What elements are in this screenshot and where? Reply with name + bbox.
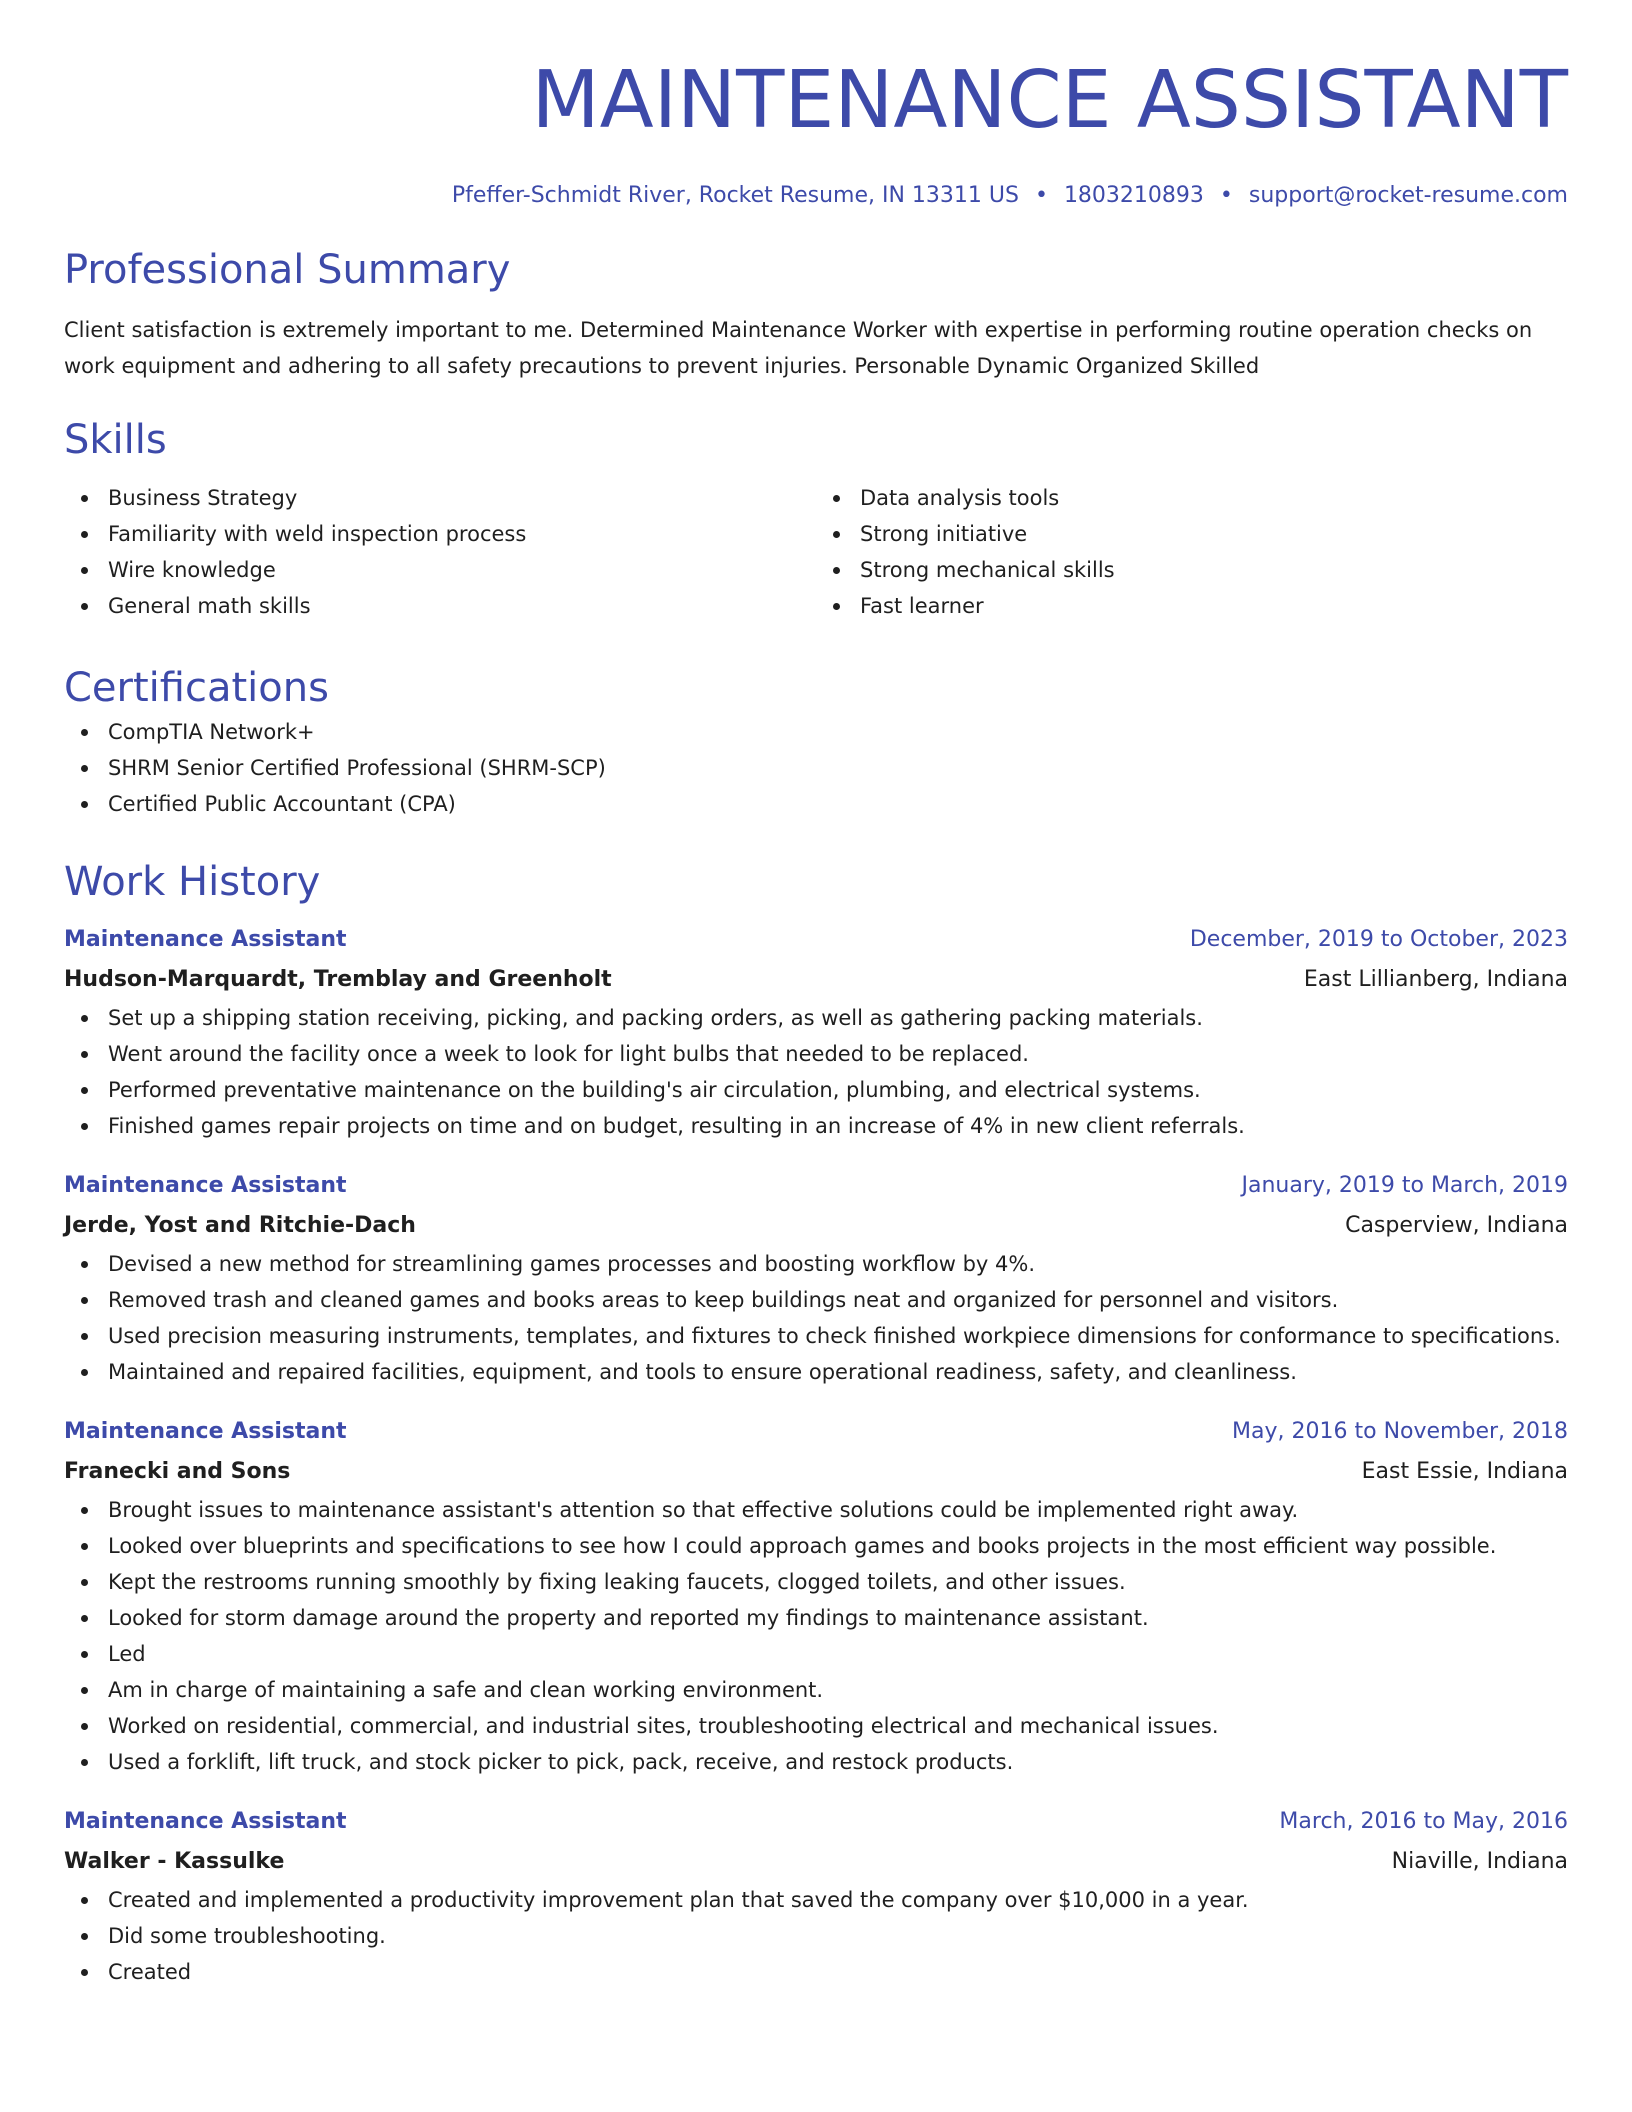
job-location: East Essie, Indiana [1361, 1459, 1568, 1484]
job-bullets [64, 1246, 1568, 1390]
job-bullet: Did some troubleshooting. [108, 1918, 1568, 1954]
job-bullet: Finished games repair projects on time and on budget, resulting in an increase of 4% in new client referrals. [108, 1108, 1568, 1144]
job-company: Franecki and Sons [64, 1459, 291, 1484]
job-bullet: Maintained and repaired facilities, equipment, and tools to ensure operational readiness, safety, and cleanliness. [108, 1354, 1568, 1390]
certifications-list [64, 714, 1568, 822]
job-dates: March, 2016 to May, 2016 [1279, 1809, 1568, 1834]
job-location: East Lillianberg, Indiana [1303, 967, 1568, 992]
job-bullet: Created [108, 1954, 1568, 1990]
summary-heading: Professional Summary [64, 247, 511, 293]
job-bullet: Am in charge of maintaining a safe and clean working environment. [108, 1672, 1568, 1708]
skills-column-left [64, 480, 816, 624]
contact-separator: • [1034, 183, 1048, 208]
skill-item: Fast learner [860, 588, 1568, 624]
contact-phone: 1803210893 [1063, 183, 1204, 208]
job-bullet: Kept the restrooms running smoothly by fixing leaking faucets, clogged toilets, and other issues. [108, 1564, 1568, 1600]
skill-item: Business Strategy [108, 480, 816, 516]
job-entry [64, 920, 1568, 1144]
job-bullet: Worked on residential, commercial, and industrial sites, troubleshooting electrical and mechanical issues. [108, 1708, 1568, 1744]
work-history-heading: Work History [64, 859, 321, 905]
job-bullet: Created and implemented a productivity improvement plan that saved the company over $10,000 in a year. [108, 1882, 1568, 1918]
job-bullets [64, 1492, 1568, 1780]
job-title: Maintenance Assistant [64, 1419, 347, 1444]
skill-item: Strong initiative [860, 516, 1568, 552]
job-entry [64, 1412, 1568, 1780]
skill-item: Wire knowledge [108, 552, 816, 588]
job-bullet: Looked for storm damage around the property and reported my findings to maintenance assistant. [108, 1600, 1568, 1636]
job-company: Hudson-Marquardt, Tremblay and Greenholt [64, 967, 612, 992]
certifications-heading: Certifications [64, 665, 329, 711]
contact-separator: • [1219, 183, 1233, 208]
job-title: Maintenance Assistant [64, 1173, 347, 1198]
job-bullet: Used a forklift, lift truck, and stock picker to pick, pack, receive, and restock products. [108, 1744, 1568, 1780]
job-location: Niaville, Indiana [1391, 1849, 1568, 1874]
job-bullet: Removed trash and cleaned games and books areas to keep buildings neat and organized for personnel and visitors. [108, 1282, 1568, 1318]
job-entry [64, 1166, 1568, 1390]
job-bullet: Brought issues to maintenance assistant's attention so that effective solutions could be implemented right away. [108, 1492, 1568, 1528]
job-company: Jerde, Yost and Ritchie-Dach [64, 1213, 416, 1238]
job-bullets [64, 1000, 1568, 1144]
skills-column-right [816, 480, 1568, 624]
resume-name: MAINTENANCE ASSISTANT [531, 54, 1568, 146]
job-bullets [64, 1882, 1568, 1990]
job-bullet: Used precision measuring instruments, templates, and fixtures to check finished workpiece dimensions for conformance to specifications. [108, 1318, 1568, 1354]
contact-email: support@rocket-resume.com [1248, 183, 1568, 208]
certification-item: SHRM Senior Certified Professional (SHRM-SCP) [108, 750, 1568, 786]
contact-address: Pfeffer-Schmidt River, Rocket Resume, IN 13311 US [451, 183, 1019, 208]
job-bullet: Went around the facility once a week to look for light bulbs that needed to be replaced. [108, 1036, 1568, 1072]
job-bullet: Devised a new method for streamlining games processes and boosting workflow by 4%. [108, 1246, 1568, 1282]
job-dates: December, 2019 to October, 2023 [1189, 927, 1568, 952]
skill-item: Familiarity with weld inspection process [108, 516, 816, 552]
job-bullet: Performed preventative maintenance on the building's air circulation, plumbing, and electrical systems. [108, 1072, 1568, 1108]
job-title: Maintenance Assistant [64, 1809, 347, 1834]
contact-line [64, 180, 1568, 212]
resume-page [64, 0, 1568, 1990]
certification-item: Certified Public Accountant (CPA) [108, 786, 1568, 822]
skills-list [64, 480, 1568, 624]
job-location: Casperview, Indiana [1345, 1213, 1568, 1238]
job-title: Maintenance Assistant [64, 927, 347, 952]
job-bullet: Led [108, 1636, 1568, 1672]
job-company: Walker - Kassulke [64, 1849, 285, 1874]
job-dates: May, 2016 to November, 2018 [1232, 1419, 1568, 1444]
job-entry [64, 1802, 1568, 1990]
job-bullet: Looked over blueprints and specifications to see how I could approach games and books projects in the most efficient way possible. [108, 1528, 1568, 1564]
skills-heading: Skills [64, 417, 167, 463]
summary-text: Client satisfaction is extremely important to me. Determined Maintenance Worker with expertise in performing routine operation checks on work equipment and adhering to all safety precautions to prevent injuries. Personable Dynamic Organized Skilled [64, 318, 1533, 378]
job-dates: January, 2019 to March, 2019 [1241, 1173, 1568, 1198]
skill-item: Data analysis tools [860, 480, 1568, 516]
skill-item: General math skills [108, 588, 816, 624]
skill-item: Strong mechanical skills [860, 552, 1568, 588]
certification-item: CompTIA Network+ [108, 714, 1568, 750]
job-bullet: Set up a shipping station receiving, picking, and packing orders, as well as gathering packing materials. [108, 1000, 1568, 1036]
